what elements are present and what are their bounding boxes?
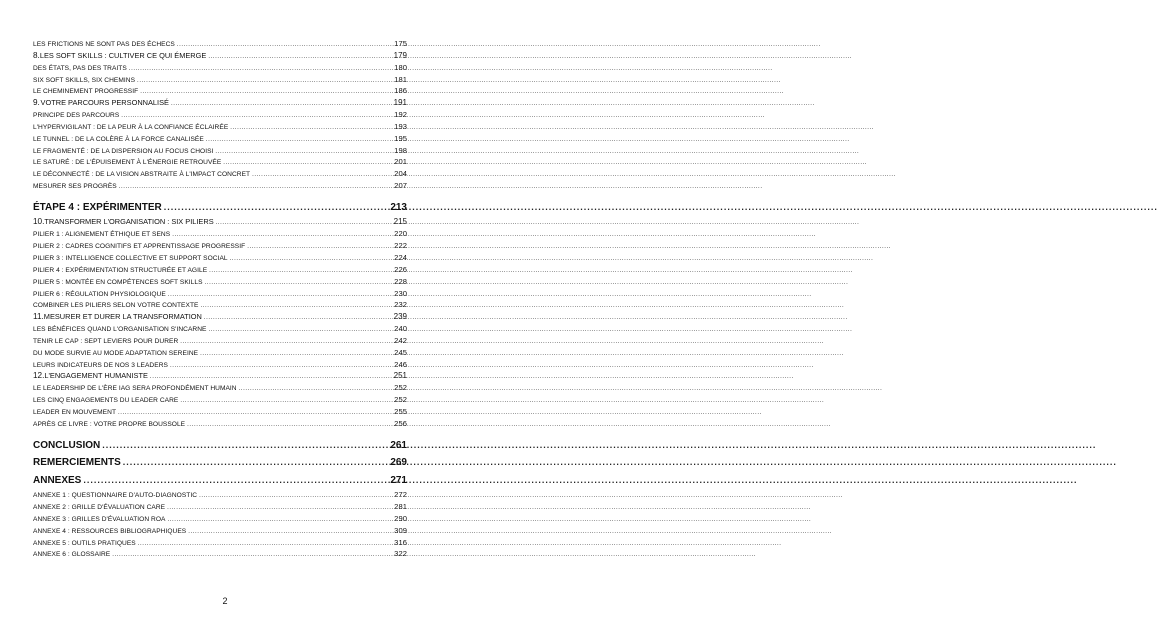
dot-leader	[180, 396, 392, 408]
toc-page-number: 228	[394, 276, 407, 286]
toc-entry[interactable]	[33, 406, 407, 418]
toc-page-number: 316	[394, 537, 407, 547]
dot-leader	[252, 170, 392, 182]
toc-entry[interactable]	[33, 74, 407, 86]
toc-label: LE FRAGMENTÉ : DE LA DISPERSION AU FOCUS CHOISI	[33, 147, 214, 155]
toc-page-number: 232	[394, 300, 407, 310]
dot-leader	[230, 254, 393, 266]
dot-leader	[177, 40, 392, 52]
toc-label: LE LEADERSHIP DE L'ÈRE IAG SERA PROFONDÉMENT HUMAIN	[33, 385, 237, 393]
toc-entry[interactable]	[33, 394, 407, 406]
toc-entry[interactable]	[33, 180, 407, 192]
toc-heading[interactable]	[33, 437, 407, 455]
toc-page-number: 224	[394, 253, 407, 262]
dot-leader	[216, 218, 392, 230]
toc-label: L'ENGAGEMENT HUMANISTE	[44, 371, 148, 381]
toc-label: MESURER SES PROGRÈS	[33, 183, 117, 191]
toc-label: ANNEXE 6 : GLOSSAIRE	[33, 551, 111, 559]
dot-leader	[187, 420, 392, 432]
toc-chapter[interactable]	[33, 97, 407, 109]
toc-page-number: 245	[394, 347, 407, 357]
toc-entry[interactable]	[33, 62, 407, 74]
toc-page-number: 220	[394, 229, 407, 239]
toc-heading[interactable]	[33, 199, 407, 217]
dot-leader	[168, 290, 392, 302]
toc-label: LES CINQ ENGAGEMENTS DU LEADER CARE	[33, 397, 179, 405]
toc-label: DES ÉTATS, PAS DES TRAITS	[33, 64, 127, 72]
toc-entry[interactable]	[33, 347, 407, 359]
toc-chapter[interactable]	[33, 50, 407, 62]
toc-label: CONCLUSION	[33, 439, 101, 451]
dot-leader	[204, 313, 392, 325]
toc-label: LE SATURÉ : DE L'ÉPUISEMENT À L'ÉNERGIE RETROUVÉE	[33, 159, 222, 167]
dot-leader	[167, 503, 392, 515]
toc-page-number: 230	[394, 288, 407, 298]
toc-page-number: 246	[394, 359, 407, 369]
toc-page-number: 192	[394, 110, 407, 120]
toc-page-number: 252	[394, 395, 407, 405]
toc-entry[interactable]	[33, 168, 407, 180]
toc-label: LE CHEMINEMENT PROGRESSIF	[33, 88, 139, 96]
toc-label: ANNEXE 3 : GRILLES D'ÉVALUATION ROA	[33, 515, 166, 523]
toc-label: PILIER 6 : RÉGULATION PHYSIOLOGIQUE	[33, 290, 166, 298]
toc-page-number: 215	[393, 217, 407, 227]
toc-page-number: 290	[394, 513, 407, 523]
toc-page-number: 198	[394, 145, 407, 155]
toc-label: PILIER 1 : ALIGNEMENT ÉTHIQUE ET SENS	[33, 231, 171, 239]
toc-page-number: 240	[394, 324, 407, 334]
dot-leader	[239, 384, 393, 396]
toc-label: SIX SOFT SKILLS, SIX CHEMINS	[33, 76, 136, 84]
toc-label: LES SOFT SKILLS : CULTIVER CE QUI ÉMERGE	[39, 50, 207, 60]
dot-leader	[170, 361, 392, 373]
toc-label: LEADER EN MOUVEMENT	[33, 408, 117, 416]
toc-label: APRÈS CE LIVRE : VOTRE PROPRE BOUSSOLE	[33, 420, 186, 428]
toc-page-number: 309	[394, 525, 407, 535]
dot-leader	[206, 135, 392, 147]
toc-page-number: 269	[390, 457, 407, 469]
toc-label: ANNEXE 2 : GRILLE D'ÉVALUATION CARE	[33, 504, 166, 511]
toc-page-number: 201	[394, 157, 407, 167]
toc-label: COMBINER LES PILIERS SELON VOTRE CONTEXTE	[33, 302, 199, 310]
toc-entry[interactable]	[33, 501, 407, 513]
toc-label: ANNEXE 5 : OUTILS PRATIQUES	[33, 539, 136, 547]
toc-section-part-2	[33, 199, 407, 430]
toc-label: PILIER 2 : CADRES COGNITIFS ET APPRENTISSAGE PROGRESSIF	[33, 243, 246, 251]
toc-entry[interactable]	[33, 228, 407, 240]
dot-leader	[200, 349, 392, 361]
toc-entry[interactable]	[33, 121, 407, 133]
toc-page-number: 242	[394, 335, 407, 345]
toc-label: ANNEXE 1 : QUESTIONNAIRE D'AUTO-DIAGNOSTIC	[33, 492, 198, 500]
toc-entry[interactable]	[33, 156, 407, 168]
toc-page-number: 251	[393, 371, 407, 381]
toc-entry[interactable]	[33, 548, 407, 560]
dot-leader	[140, 87, 392, 99]
toc-chapter-number: 8.	[33, 50, 40, 60]
dot-leader	[119, 182, 392, 194]
toc-label: LES FRICTIONS NE SONT PAS DES ÉCHECS	[33, 41, 175, 48]
toc-label: LE TUNNEL : DE LA COLÈRE À LA FORCE CANALISÉE	[33, 135, 204, 143]
toc-entry[interactable]	[33, 240, 407, 252]
toc-page-number: 175	[394, 39, 407, 48]
toc-label: MESURER ET DURER LA TRANSFORMATION	[43, 312, 202, 322]
toc-page-number: 207	[394, 181, 407, 191]
dot-leader	[112, 550, 392, 562]
toc-chapter-number: 11.	[33, 312, 44, 322]
toc-page-number: 281	[394, 502, 407, 511]
dot-leader	[205, 278, 393, 290]
toc-label: L'HYPERVIGILANT : DE LA PEUR À LA CONFIANCE ÉCLAIRÉE	[33, 123, 229, 131]
dot-leader	[215, 147, 392, 159]
toc-label: ANNEXES	[33, 474, 82, 486]
dot-leader	[200, 301, 392, 313]
toc-entry[interactable]	[33, 537, 407, 549]
toc-entry[interactable]	[33, 276, 407, 288]
toc-label: TRANSFORMER L'ORGANISATION : SIX PILIERS	[44, 217, 214, 227]
toc-heading[interactable]	[33, 454, 407, 472]
toc-heading[interactable]	[33, 472, 407, 490]
toc-page-number: 322	[394, 549, 407, 559]
toc-page-number: 181	[394, 74, 407, 84]
dot-leader	[180, 337, 392, 349]
toc-page-number: 226	[394, 264, 407, 274]
toc-page-number: 272	[394, 490, 407, 500]
dot-leader	[123, 454, 389, 472]
dot-leader	[167, 515, 392, 527]
dot-leader	[138, 539, 392, 551]
toc-entry[interactable]	[33, 252, 407, 264]
toc-label: TENIR LE CAP : SEPT LEVIERS POUR DURER	[33, 337, 179, 345]
toc-label: PRINCIPE DES PARCOURS	[33, 112, 120, 120]
toc-label: LEURS INDICATEURS DE NOS 3 LEADERS	[33, 361, 168, 369]
toc-page-number: 191	[393, 98, 407, 108]
dot-leader	[164, 199, 389, 217]
page-number: 2	[222, 596, 228, 606]
dot-leader	[247, 242, 392, 254]
toc-entry[interactable]	[33, 288, 407, 300]
toc-entry[interactable]	[33, 109, 407, 121]
dot-leader	[209, 266, 392, 278]
toc-section-part-3	[33, 437, 407, 561]
toc-page-number: 256	[394, 418, 407, 428]
dot-leader	[137, 76, 392, 88]
toc-chapter[interactable]	[33, 370, 407, 382]
toc-page-number: 239	[393, 312, 407, 322]
dot-leader	[209, 325, 393, 337]
toc-page-number: 204	[394, 169, 407, 179]
toc-page-number: 186	[394, 86, 407, 96]
toc-label: DU MODE SURVIE AU MODE ADAPTATION SEREINE	[33, 349, 199, 357]
toc-label: REMERCIEMENTS	[33, 457, 121, 469]
toc-page-number: 255	[394, 406, 407, 416]
toc-chapter[interactable]	[33, 311, 407, 323]
toc-entry[interactable]	[33, 85, 407, 97]
dot-leader	[199, 491, 392, 503]
toc-page-number: 195	[394, 133, 407, 143]
toc-label: LES BÉNÉFICES QUAND L'ORGANISATION S'INCARNE	[33, 326, 207, 334]
toc-page-number: 222	[394, 241, 407, 251]
toc-section-part-1	[33, 38, 407, 192]
toc-entry[interactable]	[33, 513, 407, 525]
toc-entry[interactable]	[33, 335, 407, 347]
toc-page-number: 179	[393, 50, 407, 60]
table-of-contents	[33, 38, 407, 560]
toc-entry[interactable]	[33, 359, 407, 371]
dot-leader	[188, 527, 392, 539]
toc-page-number: 252	[394, 383, 407, 393]
toc-label: PILIER 4 : EXPÉRIMENTATION STRUCTURÉE ET AGILE	[33, 266, 208, 274]
toc-entry[interactable]	[33, 38, 407, 50]
toc-entry[interactable]	[33, 145, 407, 157]
toc-entry[interactable]	[33, 264, 407, 276]
toc-page-number: 261	[390, 439, 407, 451]
dot-leader	[208, 52, 391, 64]
toc-chapter-number: 12.	[33, 371, 45, 381]
toc-label: ÉTAPE 4 : EXPÉRIMENTER	[33, 201, 162, 213]
dot-leader	[230, 123, 392, 135]
toc-page-number: 193	[394, 121, 407, 131]
toc-chapter-number: 9.	[33, 98, 40, 108]
toc-page-number: 213	[390, 201, 407, 213]
toc-chapter-number: 10.	[33, 217, 45, 227]
dot-leader	[129, 64, 392, 76]
toc-label: VOTRE PARCOURS PERSONNALISÉ	[40, 98, 169, 108]
toc-entry[interactable]	[33, 489, 407, 501]
toc-entry[interactable]	[33, 382, 407, 394]
toc-page-number: 271	[390, 474, 407, 486]
toc-entry[interactable]	[33, 133, 407, 145]
toc-entry[interactable]	[33, 418, 407, 430]
toc-label: ANNEXE 4 : RESSOURCES BIBLIOGRAPHIQUES	[33, 527, 187, 535]
dot-leader	[171, 99, 392, 111]
toc-entry[interactable]	[33, 525, 407, 537]
toc-page-number: 180	[394, 62, 407, 72]
toc-label: PILIER 5 : MONTÉE EN COMPÉTENCES SOFT SKILLS	[33, 278, 203, 286]
toc-label: PILIER 3 : INTELLIGENCE COLLECTIVE ET SUPPORT SOCIAL	[33, 255, 228, 262]
toc-entry[interactable]	[33, 299, 407, 311]
toc-label: LE DÉCONNECTÉ : DE LA VISION ABSTRAITE À L'IMPACT CONCRET	[33, 171, 251, 179]
toc-entry[interactable]	[33, 323, 407, 335]
dot-leader	[83, 472, 388, 490]
toc-chapter[interactable]	[33, 216, 407, 228]
dot-leader	[102, 437, 388, 455]
